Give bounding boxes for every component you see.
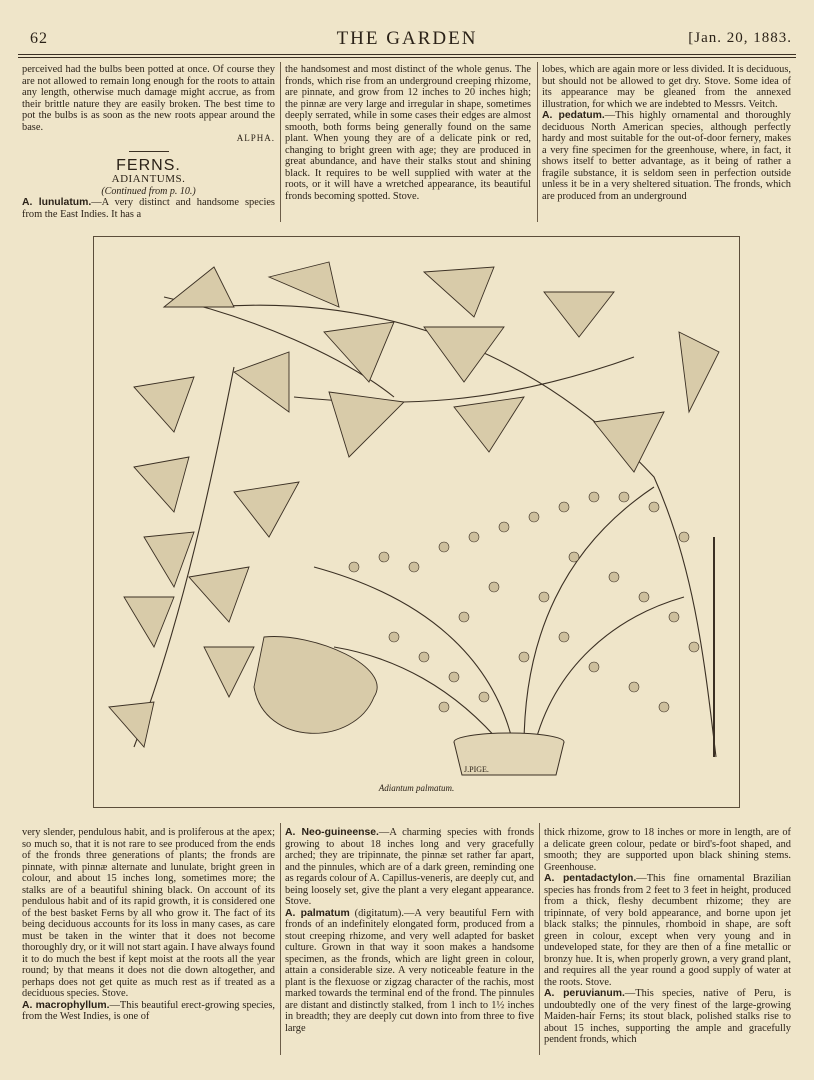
- species-heading: A. Neo-guineense.: [285, 827, 379, 838]
- paragraph-text: —This beautiful erect-growing species, from the West Indies, is one of: [22, 999, 276, 1022]
- issue-date: [Jan. 20, 1883.: [688, 30, 792, 46]
- paragraph: perceived had the bulbs been potted at once. Of course they are not allowed to remain long enough for the roots to attain any length, otherwise much damage might accrue, as from their brittle nature they are easily broken. The best time to pot the bulbs is as soon as the new roots appear around the base.: [22, 64, 275, 133]
- paragraph: very slender, pendulous habit, and is proliferous at the apex; so much so, that it is not rare to see produced from the ends of the fronds three generations of plants; the fronds are pinnate, with pinnæ alternate and lunulate, bright green in colour, and about 15 inches long, sometimes more; the stalks are of a beautiful shining black. On account of its pendulous habit and of its rapid growth, it is considered one of the best basket Ferns by all who grow it. The fact of its being deciduous accounts for its loss in many cases, as care must be taken in the winter that it does not become thoroughly dry, or it will not start again. I have always found it to do much the best if kept moist at the roots all the year round; by that means it does not die down altogether, and perhaps does not get quite as much rest as if treated as a deciduous species. Stove.: [22, 827, 275, 999]
- column-divider: [280, 823, 281, 1055]
- column-divider: [539, 823, 540, 1055]
- paragraph: thick rhizome, grow to 18 inches or more in length, are of a delicate green colour, pedate or bird's-foot shaped, and smooth; they are supported upon black shining stems. Greenhouse.: [544, 827, 791, 873]
- divider: [129, 151, 169, 152]
- column-2-top: [285, 64, 531, 202]
- paragraph-text: —This species, native of Peru, is undoubtedly one of the very finest of the large-growing Maiden-hair Ferns; its stout black, polished stalks rise to about 15 inches, supporting the ample and gracefully pendent fronds, which: [544, 988, 791, 1045]
- figure-caption: Adiantum palmatum.: [378, 783, 455, 793]
- paragraph-text: —A very distinct and handsome species from the East Indies. It has a: [22, 197, 275, 220]
- species-heading: A. macrophyllum.: [22, 999, 110, 1011]
- paragraph: lobes, which are again more or less divided. It is deciduous, but should not be allowed to get dry. Stove. Some idea of its appearance may be gleaned from the annexed illustration, for which we are indebted to Messrs. Veitch.: [542, 64, 791, 110]
- paragraph: [542, 110, 791, 202]
- column-1-bottom: [22, 827, 275, 1023]
- fern-illustration: [93, 236, 740, 808]
- paragraph: [22, 197, 275, 220]
- species-heading: A. palmatum: [285, 907, 350, 919]
- header-rule: [18, 54, 796, 55]
- paragraph: [544, 988, 791, 1046]
- paragraph: [285, 908, 534, 1035]
- continued-note: (Continued from p. 10.): [101, 185, 196, 197]
- header-rule-double: [18, 57, 796, 58]
- paragraph: [544, 873, 791, 988]
- species-heading: A. peruvianum.: [544, 988, 625, 999]
- column-2-bottom: [285, 827, 534, 1034]
- column-3-top: [542, 64, 791, 202]
- column-divider: [537, 62, 538, 222]
- page-number: 62: [30, 30, 48, 47]
- adiantum-engraving: [94, 237, 739, 807]
- paragraph-text: —This fine ornamental Brazilian species has fronds from 2 feet to 3 feet in height, produced from a thick, fleshy decumbent rhizome; they are tripinnate, of very bold appearance, and borne upon jet black stalks; the pinnules, rhomboid in shape, are soft green in colour, except when very young and in undeveloped state, for they are then of a fine metallic or bronzy hue. It is, when properly grown, a very grand plant, and requires all the year round a good supply of water at the roots. Stove.: [544, 873, 791, 988]
- species-heading: A. lunulatum.: [22, 197, 92, 208]
- paragraph-text: —This highly ornamental and thoroughly deciduous North American species, although perfectly hardy and most suitable for the out-of-door fernery, makes a very fine specimen for the greenhouse, where, in fact, it shows itself to better advantage, as it being of rather a fragile substance, it is seldom seen in perfection outside unless it be in a very sheltered situation. The fronds, which are produced from an underground: [542, 110, 792, 202]
- paragraph: the handsomest and most distinct of the whole genus. The fronds, which rise from an underground creeping rhizome, are pinnate, and grow from 12 inches to 20 inches high; the pinnæ are very large and irregular in shape, sometimes deeply serrated, while in some cases their edges are almost smooth, both forms being generally found on the same plant. When young they are of a delicate pink or red, changing to bright green with age; they are produced in great abundance, and have their stalks stout and shining black. It requires to be well supplied with water at the roots, or it will have a wretched appearance, its beautiful fronds becoming spotted. Stove.: [285, 64, 531, 202]
- signature: ALPHA.: [236, 133, 275, 143]
- paragraph: [22, 1000, 275, 1023]
- species-heading: A. pedatum.: [542, 110, 605, 121]
- column-3-bottom: [544, 827, 791, 1046]
- engraver-mark: J.PIGE.: [464, 765, 489, 774]
- section-title: FERNS.: [116, 156, 181, 174]
- masthead-title: THE GARDEN: [336, 28, 478, 49]
- column-1-top: [22, 64, 275, 220]
- paragraph-text: (digitatum).—A very beautiful Fern with fronds of an indefinitely elongated form, produced from a stout creeping rhizome, and very well adapted for basket culture. Grown in that way it soon makes a handsome specimen, as the fronds, which are light green in colour, attain a considerable size. A very noticeable feature in the plant is the flexuose or zigzag character of the rachis, most marked towards the terminal end of the frond. The pinnules are distant and distinctly stalked, from 1 inch to 1½ inches in breadth; they are deeply cut down into from three to five large: [285, 907, 534, 1034]
- species-heading: A. pentadactylon.: [544, 873, 637, 884]
- page-header: [18, 30, 796, 54]
- paragraph-text: —A charming species with fronds growing to about 18 inches long and very gracefully arched; they are tripinnate, the pinnæ set rather far apart, and the pinnules, which are of a dark green, reminding one as regards colour of A. Capillus-veneris, are deeply cut, and being loosely set, give the plant a very elegant appearance. Stove.: [285, 827, 534, 907]
- subsection-title: ADIANTUMS.: [111, 173, 186, 185]
- paragraph: [285, 827, 534, 908]
- column-divider: [280, 62, 281, 222]
